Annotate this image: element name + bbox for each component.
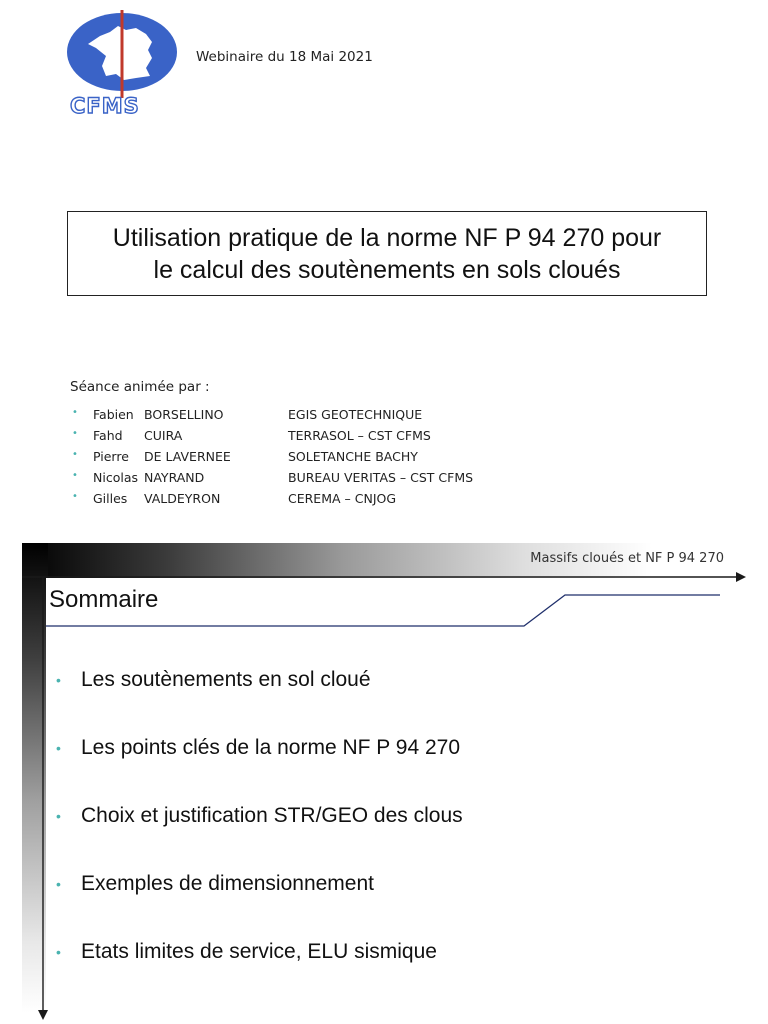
speaker-organization: TERRASOL – CST CFMS — [288, 428, 431, 443]
bullet-icon: • — [72, 470, 78, 481]
speaker-first-name: Gilles — [93, 491, 128, 506]
agenda-item-label: Les soutènements en sol cloué — [81, 668, 371, 691]
bullet-icon: • — [56, 876, 61, 892]
speaker-last-name: CUIRA — [144, 428, 183, 443]
speaker-last-name: VALDEYRON — [144, 491, 221, 506]
agenda-item-label: Etats limites de service, ELU sismique — [81, 940, 437, 963]
speaker-last-name: NAYRAND — [144, 470, 205, 485]
bullet-icon: • — [72, 491, 78, 502]
speaker-last-name: DE LAVERNEE — [144, 449, 231, 464]
speaker-first-name: Fabien — [93, 407, 134, 422]
agenda-item-label: Choix et justification STR/GEO des clous — [81, 804, 463, 827]
bullet-icon: • — [72, 449, 78, 460]
section-heading: Sommaire — [49, 586, 159, 613]
speaker-first-name: Fahd — [93, 428, 123, 443]
bullet-icon: • — [56, 808, 61, 824]
bullet-icon: • — [72, 407, 78, 418]
agenda-item — [56, 940, 463, 1008]
speaker-first-name: Nicolas — [93, 470, 138, 485]
agenda-item — [56, 668, 463, 736]
bullet-icon: • — [56, 672, 61, 688]
speaker-first-name: Pierre — [93, 449, 129, 464]
agenda-item-label: Les points clés de la norme NF P 94 270 — [81, 736, 460, 759]
right-arrow-icon — [736, 572, 746, 582]
speaker-last-name: BORSELLINO — [144, 407, 224, 422]
bullet-icon: • — [56, 740, 61, 756]
breadcrumb: Massifs cloués et NF P 94 270 — [530, 551, 724, 566]
agenda-item — [56, 804, 463, 872]
agenda-item — [56, 872, 463, 940]
bullet-icon: • — [56, 944, 61, 960]
seance-label: Séance animée par : — [70, 379, 210, 395]
title-line-1: Utilisation pratique de la norme NF P 94 270 pour — [112, 223, 662, 252]
bullet-icon: • — [72, 428, 78, 439]
agenda-item — [56, 736, 463, 804]
agenda-list — [56, 668, 463, 1008]
logo-text: CFMS — [70, 94, 140, 118]
speaker-organization: BUREAU VERITAS – CST CFMS — [288, 470, 474, 485]
speaker-organization: CEREMA – CNJOG — [288, 491, 397, 506]
speaker-organization: EGIS GEOTECHNIQUE — [288, 407, 423, 422]
webinar-date: Webinaire du 18 Mai 2021 — [196, 49, 373, 65]
down-arrow-icon — [38, 1010, 48, 1020]
agenda-item-label: Exemples de dimensionnement — [81, 872, 374, 895]
title-line-2: le calcul des soutènements en sols cloués — [153, 255, 621, 284]
speaker-organization: SOLETANCHE BACHY — [288, 449, 418, 464]
